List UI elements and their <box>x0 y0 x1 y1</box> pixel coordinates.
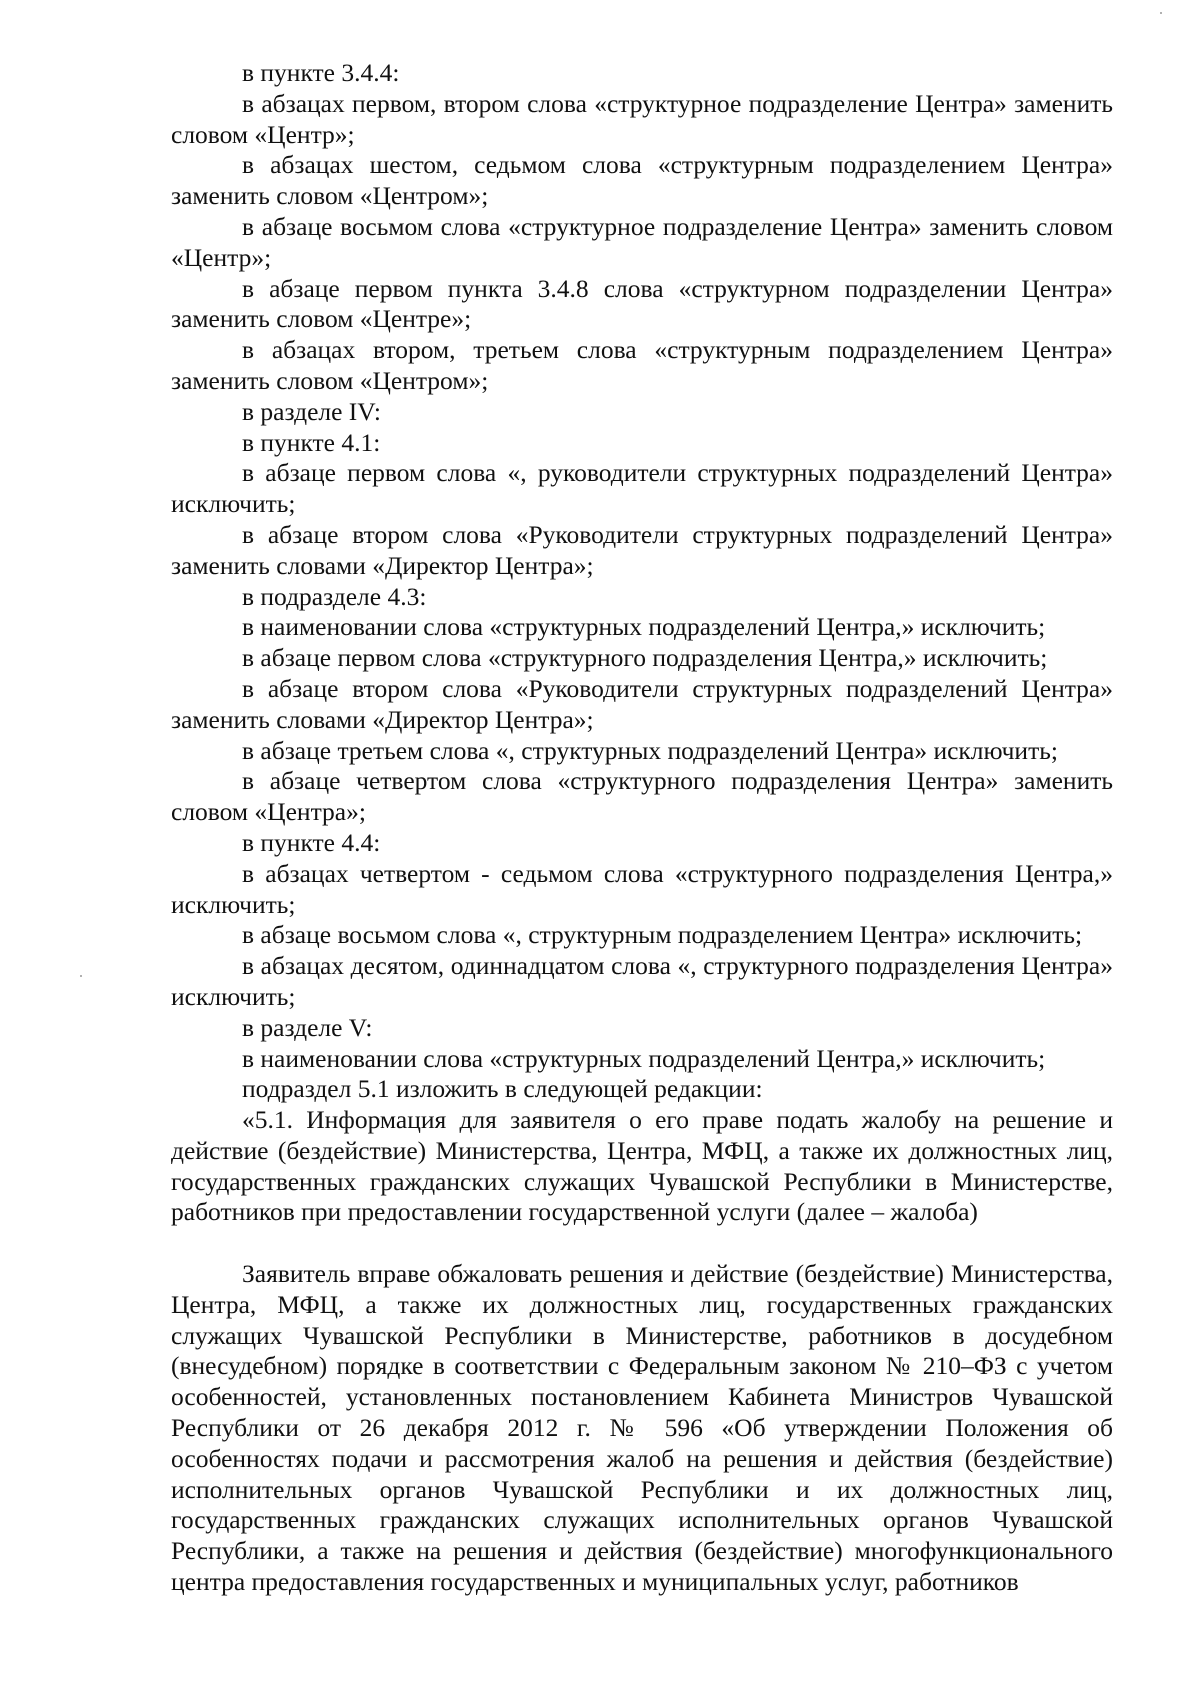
paragraph: в абзацах десятом, одиннадцатом слова «, структурного подразделения Центра» исключить; <box>171 951 1113 1011</box>
quoted-subsection-heading: «5.1. Информация для заявителя о его праве подать жалобу на решение и действие (бездействие) Министерства, Центра, МФЦ, а также их должностных лиц, государственных гражданских служащих Чувашской Республики в Министерстве, работников при предоставлении государственной услуги (далее – жалоба) <box>171 1105 1113 1227</box>
paragraph: в абзацах первом, втором слова «структурное подразделение Центра» заменить словом «Центр»; <box>171 88 1113 149</box>
paragraph: в абзаце первом слова «структурного подразделения Центра,» исключить; <box>242 643 1048 673</box>
paragraph: в пункте 3.4.4: <box>242 58 400 87</box>
document-body <box>171 58 1113 1598</box>
paragraph: в абзаце третьем слова «, структурных подразделений Центра» исключить; <box>242 735 1058 765</box>
paragraph: в пункте 4.1: <box>242 427 381 457</box>
paragraph: Заявитель вправе обжаловать решения и действие (бездействие) Министерства, Центра, МФЦ, а также их должностных лиц, государственных гражданских служащих Чувашской Республики в Министерстве, работников в досудебном (внесудебном) порядке в соответствии с Федеральным законом № 210–ФЗ с учетом особенностей, установленных постановлением Кабинета Министров Чувашской Республики от 26 декабря 2012 г. № 596 «Об утверждении Положения об особенностях подачи и рассмотрения жалоб на решения и действия (бездействие) исполнительных органов Чувашской Республики и их должностных лиц, государственных гражданских служащих исполнительных органов Чувашской Республики, а также на решения и действия (бездействие) многофункционального центра предоставления государственных и муниципальных услуг, работников <box>171 1259 1113 1597</box>
paragraph: в абзаце восьмом слова «, структурным подразделением Центра» исключить; <box>242 920 1083 950</box>
paragraph: в абзаце четвертом слова «структурного подразделения Центра» заменить словом «Центра»; <box>171 766 1113 827</box>
paragraph: в пункте 4.4: <box>242 827 381 857</box>
scan-speck <box>1160 12 1162 14</box>
paragraph: в абзаце восьмом слова «структурное подразделение Центра» заменить словом «Центр»; <box>171 211 1113 272</box>
paragraph: в разделе V: <box>242 1012 373 1042</box>
scan-speck <box>80 975 82 977</box>
paragraph: в абзацах шестом, седьмом слова «структурным подразделением Центра» заменить словом «Центром»; <box>171 150 1113 211</box>
paragraph: в абзаце первом слова «, руководители структурных подразделений Центра» исключить; <box>171 458 1113 519</box>
paragraph: в абзацах втором, третьем слова «структурным подразделением Центра» заменить словом «Центром»; <box>171 335 1113 395</box>
paragraph: в наименовании слова «структурных подразделений Центра,» исключить; <box>242 612 1046 642</box>
paragraph: в абзаце втором слова «Руководители структурных подразделений Центра» заменить словами «Директор Центра»; <box>171 519 1113 580</box>
paragraph: в наименовании слова «структурных подразделений Центра,» исключить; <box>242 1043 1046 1073</box>
paragraph: в абзацах четвертом - седьмом слова «структурного подразделения Центра,» исключить; <box>171 858 1113 919</box>
paragraph: в разделе IV: <box>242 396 381 426</box>
paragraph: в подразделе 4.3: <box>242 581 427 611</box>
paragraph: подраздел 5.1 изложить в следующей редакции: <box>242 1074 763 1104</box>
paragraph: в абзаце втором слова «Руководители структурных подразделений Центра» заменить словами «Директор Центра»; <box>171 673 1113 734</box>
paragraph: в абзаце первом пункта 3.4.8 слова «структурном подразделении Центра» заменить словом «Центре»; <box>171 273 1113 334</box>
